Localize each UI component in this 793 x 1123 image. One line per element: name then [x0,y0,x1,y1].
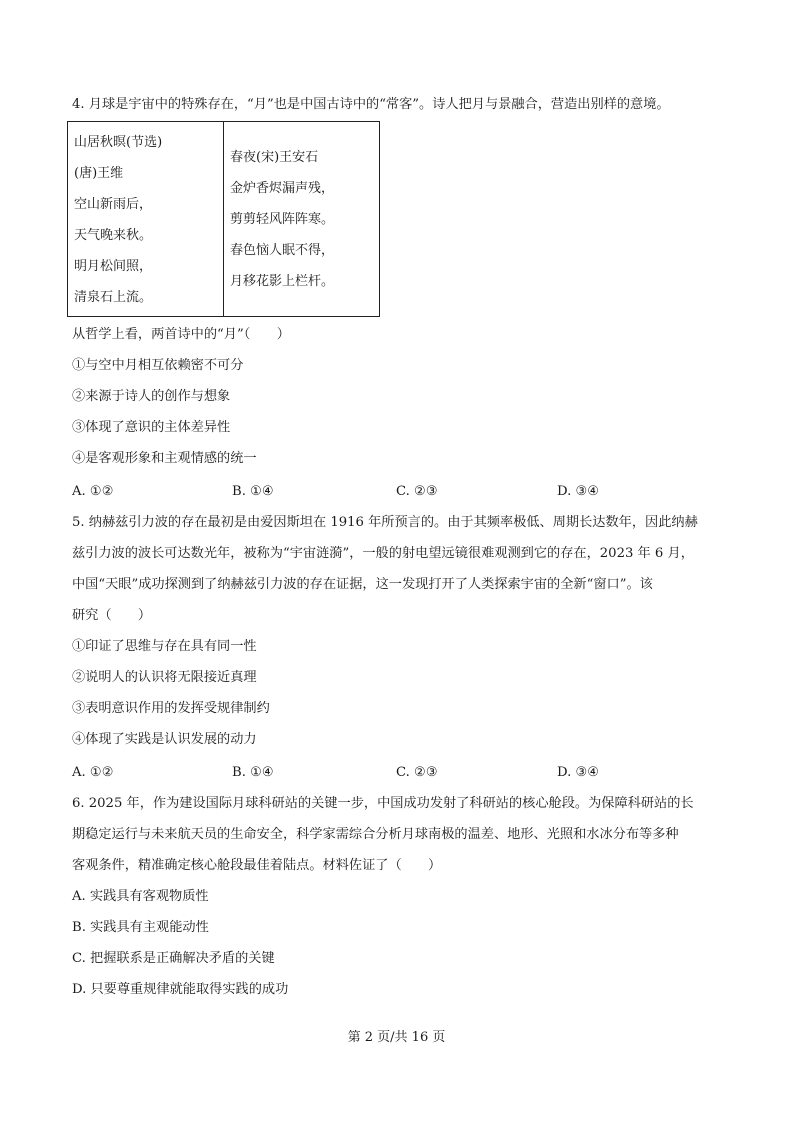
q4-option-c: C. ②③ [396,484,438,499]
q5-stem-line: 5. 纳赫兹引力波的存在最初是由爱因斯坦在 1916 年所预言的。由于其频率极低、周期长达数年，因此纳赫 [72,515,698,530]
q5-stem-line: 兹引力波的波长可达数光年，被称为“宇宙涟漪”，一般的射电望远镜很难观测到它的存在，2023 年 6 月， [72,546,694,561]
q5-option-c: C. ②③ [396,765,438,780]
poem2-line: 金炉香烬漏声残， [230,181,335,196]
q5-option-a: A. ①② [72,765,114,780]
q4-question: 从哲学上看，两首诗中的“月”（ ） [72,327,290,342]
page-footer: 第 2 页/共 16 页 [347,1030,446,1045]
poem2-line: 春色恼人眠不得， [230,243,335,258]
poem-table [67,121,380,317]
q5-statement: ②说明人的认识将无限接近真理 [72,670,257,685]
q6-option-c: C. 把握联系是正确解决矛盾的关键 [72,951,275,966]
q4-statement: ①与空中月相互依赖密不可分 [72,358,244,373]
poem2-line: 月移花影上栏杆。 [230,274,335,289]
q6-option-d: D. 只要尊重规律就能取得实践的成功 [72,982,289,997]
table-divider [223,122,224,316]
poem1-line: 清泉石上流。 [74,290,153,305]
q6-stem-line: 6. 2025 年，作为建设国际月球科研站的关键一步，中国成功发射了科研站的核心舱段。为保障科研站的长 [72,796,694,811]
q5-statement: ③表明意识作用的发挥受规律制约 [72,701,270,716]
q5-stem-line: 研究（ ） [72,608,152,623]
q6-option-a: A. 实践具有客观物质性 [72,889,209,904]
poem1-author: (唐)王维 [74,166,124,181]
q6-option-b: B. 实践具有主观能动性 [72,920,209,935]
q4-option-d: D. ③④ [557,484,600,499]
poem1-title: 山居秋暝(节选) [74,135,163,150]
q4-statement: ②来源于诗人的创作与想象 [72,389,231,404]
q4-statement: ④是客观形象和主观情感的统一 [72,451,257,466]
q5-option-b: B. ①④ [232,765,274,780]
q6-stem-line: 客观条件，精准确定核心舱段最佳着陆点。材料佐证了（ ） [72,858,442,873]
poem1-line: 空山新雨后， [74,197,153,212]
q5-statement: ①印证了思维与存在具有同一性 [72,639,257,654]
q5-option-d: D. ③④ [557,765,600,780]
q5-statement: ④体现了实践是认识发展的动力 [72,732,257,747]
q6-stem-line: 期稳定运行与未来航天员的生命安全，科学家需综合分析月球南极的温差、地形、光照和水冰分布等多种 [72,827,679,842]
q4-option-a: A. ①② [72,484,114,499]
poem2-line: 剪剪轻风阵阵寒。 [230,212,335,227]
q4-option-b: B. ①④ [232,484,274,499]
q5-stem-line: 中国“天眼”成功探测到了纳赫兹引力波的存在证据，这一发现打开了人类探索宇宙的全新“窗口”。该 [72,577,653,592]
q4-statement: ③体现了意识的主体差异性 [72,420,231,435]
poem1-line: 天气晚来秋。 [74,228,153,243]
poem2-title: 春夜(宋)王安石 [230,150,319,165]
q4-stem: 4. 月球是宇宙中的特殊存在，“月”也是中国古诗中的“常客”。诗人把月与景融合，营造出别样的意境。 [72,97,670,112]
poem1-line: 明月松间照， [74,259,153,274]
